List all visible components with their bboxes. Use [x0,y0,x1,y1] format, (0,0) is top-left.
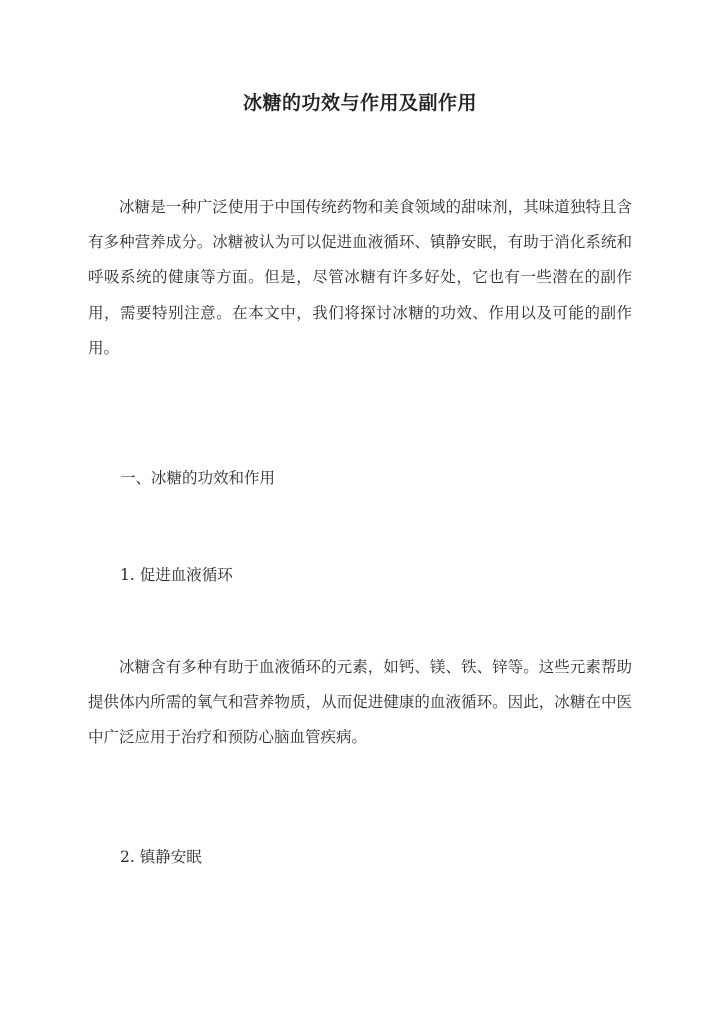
document-title: 冰糖的功效与作用及副作用 [242,92,477,114]
subsection-heading-sleep: 2. 镇静安眠 [120,848,202,866]
intro-paragraph: 冰糖是一种广泛使用于中国传统药物和美食领域的甜味剂，其味道独特且含有多种营养成分。冰糖被认为可以促进血液循环、镇静安眠，有助于消化系统和呼吸系统的健康等方面。但是，尽管冰糖有许多好处，它也有一些潜在的副作用，需要特别注意。在本文中，我们将探讨冰糖的功效、作用以及可能的副作用。 [88,198,632,357]
circulation-paragraph: 冰糖含有多种有助于血液循环的元素，如钙、镁、铁、锌等。这些元素帮助提供体内所需的氧气和营养物质，从而促进健康的血液循环。因此，冰糖在中医中广泛应用于治疗和预防心脑血管疾病。 [88,658,632,747]
subsection-heading-circulation: 1. 促进血液循环 [120,566,233,584]
section-heading-benefits: 一、冰糖的功效和作用 [120,469,276,487]
